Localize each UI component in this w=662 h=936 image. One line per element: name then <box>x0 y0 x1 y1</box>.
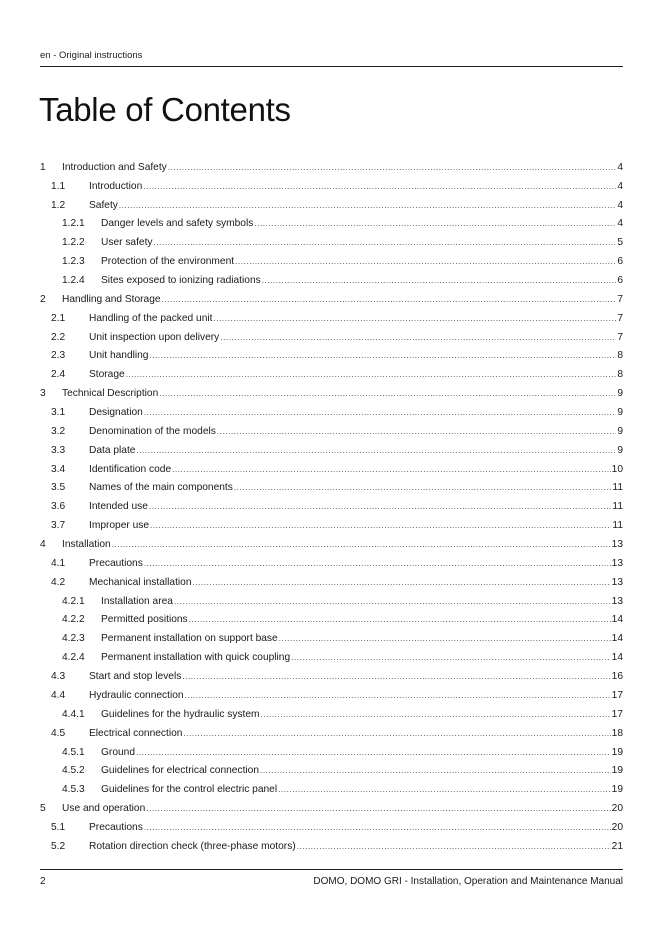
toc-entry-page: 7 <box>617 293 623 305</box>
toc-entry-number: 4.2.3 <box>62 633 85 645</box>
toc-entry-label: Denomination of the models <box>89 425 216 437</box>
toc-entry[interactable] <box>40 230 623 249</box>
toc-entry-number: 1.2.4 <box>62 275 85 287</box>
toc-entry-label: Start and stop levels <box>89 671 182 683</box>
toc-entry[interactable] <box>40 306 623 325</box>
toc-entry[interactable] <box>40 702 623 721</box>
toc-entry[interactable] <box>40 664 623 683</box>
toc-entry[interactable] <box>40 551 623 570</box>
toc-entry-label: Installation area <box>101 595 173 607</box>
toc-entry-number: 3 <box>40 388 46 400</box>
toc-entry-label: Installation <box>62 539 111 551</box>
toc-dot-leader <box>159 390 616 398</box>
toc-dot-leader <box>182 673 610 681</box>
toc-dot-leader <box>172 466 611 474</box>
toc-entry-label: Unit handling <box>89 350 149 362</box>
toc-entry-page: 7 <box>617 331 623 343</box>
toc-entry-page: 13 <box>611 539 623 551</box>
toc-entry-label: Rotation direction check (three-phase motors) <box>89 840 296 852</box>
toc-dot-leader <box>235 258 616 266</box>
toc-dot-leader <box>144 560 611 568</box>
toc-dot-leader <box>112 541 611 549</box>
toc-entry[interactable] <box>40 626 623 645</box>
toc-dot-leader <box>189 616 611 624</box>
toc-entry[interactable] <box>40 834 623 853</box>
toc-entry[interactable] <box>40 759 623 778</box>
footer-page-number: 2 <box>40 876 46 887</box>
toc-entry[interactable] <box>40 570 623 589</box>
toc-entry-page: 19 <box>611 765 623 777</box>
toc-entry-label: Handling of the packed unit <box>89 312 213 324</box>
toc-dot-leader <box>234 484 612 492</box>
toc-entry[interactable] <box>40 212 623 231</box>
table-of-contents <box>40 155 623 853</box>
toc-entry[interactable] <box>40 174 623 193</box>
toc-dot-leader <box>146 805 610 813</box>
toc-entry[interactable] <box>40 645 623 664</box>
toc-entry-number: 4.5.1 <box>62 746 85 758</box>
toc-entry[interactable] <box>40 513 623 532</box>
toc-entry-page: 19 <box>611 784 623 796</box>
toc-entry-label: Introduction and Safety <box>62 161 167 173</box>
toc-entry-number: 3.1 <box>51 407 66 419</box>
toc-entry-number: 2.3 <box>51 350 66 362</box>
toc-entry-label: Permitted positions <box>101 614 188 626</box>
toc-entry-number: 1.2.2 <box>62 237 85 249</box>
toc-entry[interactable] <box>40 419 623 438</box>
toc-entry-label: Protection of the environment <box>101 256 235 268</box>
toc-entry-label: Precautions <box>89 557 143 569</box>
toc-dot-leader <box>213 315 616 323</box>
toc-entry[interactable] <box>40 721 623 740</box>
toc-dot-leader <box>154 239 617 247</box>
toc-entry-label: Names of the main components <box>89 482 233 494</box>
running-header: en - Original instructions <box>40 50 143 61</box>
toc-entry[interactable] <box>40 815 623 834</box>
toc-entry-page: 19 <box>611 746 623 758</box>
toc-entry-page: 17 <box>611 708 623 720</box>
toc-entry[interactable] <box>40 268 623 287</box>
toc-entry-label: Guidelines for the control electric panel <box>101 784 278 796</box>
toc-entry-label: Danger levels and safety symbols <box>101 218 254 230</box>
toc-dot-leader <box>261 711 611 719</box>
toc-entry-label: Storage <box>89 369 125 381</box>
page-title: Table of Contents <box>39 91 291 128</box>
toc-dot-leader <box>144 409 617 417</box>
toc-entry-label: Precautions <box>89 821 143 833</box>
toc-entry[interactable] <box>40 249 623 268</box>
toc-entry-page: 6 <box>617 256 623 268</box>
toc-entry-page: 11 <box>612 482 623 494</box>
toc-entry-label: Electrical connection <box>89 727 183 739</box>
toc-entry-number: 1.1 <box>51 180 66 192</box>
toc-entry-number: 3.7 <box>51 520 66 532</box>
toc-dot-leader <box>262 277 617 285</box>
toc-entry-label: Permanent installation on support base <box>101 633 278 645</box>
footer-document-title: DOMO, DOMO GRI - Installation, Operation and Maintenance Manual <box>313 876 623 887</box>
toc-entry-page: 13 <box>611 576 623 588</box>
toc-entry-label: Improper use <box>89 520 150 532</box>
toc-entry-page: 7 <box>617 312 623 324</box>
toc-entry-number: 1.2.1 <box>62 218 85 230</box>
toc-entry-page: 11 <box>612 501 623 513</box>
toc-dot-leader <box>183 730 610 738</box>
toc-entry-label: Hydraulic connection <box>89 689 184 701</box>
toc-entry[interactable] <box>40 155 623 174</box>
toc-dot-leader <box>126 371 617 379</box>
toc-entry[interactable] <box>40 344 623 363</box>
toc-entry-page: 13 <box>611 557 623 569</box>
toc-dot-leader <box>150 522 611 530</box>
toc-entry-number: 4.1 <box>51 557 66 569</box>
toc-entry-label: Permanent installation with quick coupling <box>101 652 291 664</box>
toc-entry[interactable] <box>40 457 623 476</box>
toc-entry-number: 5.2 <box>51 840 66 852</box>
toc-entry-page: 13 <box>611 595 623 607</box>
toc-dot-leader <box>144 824 611 832</box>
toc-entry-label: User safety <box>101 237 153 249</box>
toc-entry[interactable] <box>40 796 623 815</box>
toc-entry-page: 4 <box>617 161 623 173</box>
toc-entry-label: Use and operation <box>62 803 146 815</box>
toc-entry-page: 10 <box>611 463 623 475</box>
toc-dot-leader <box>149 503 612 511</box>
toc-entry-page: 9 <box>617 388 623 400</box>
toc-entry-number: 5.1 <box>51 821 66 833</box>
toc-entry-number: 4.4 <box>51 689 66 701</box>
toc-entry-page: 11 <box>612 520 623 532</box>
toc-entry[interactable] <box>40 608 623 627</box>
toc-entry-label: Designation <box>89 407 143 419</box>
toc-entry-number: 4.5.3 <box>62 784 85 796</box>
toc-entry-number: 1 <box>40 161 46 173</box>
toc-entry[interactable] <box>40 494 623 513</box>
toc-entry-page: 4 <box>617 199 623 211</box>
toc-entry[interactable] <box>40 777 623 796</box>
toc-dot-leader <box>119 202 616 210</box>
toc-dot-leader <box>174 598 611 606</box>
toc-dot-leader <box>185 692 611 700</box>
toc-entry-number: 4.3 <box>51 671 66 683</box>
toc-entry-page: 9 <box>617 425 623 437</box>
toc-dot-leader <box>136 749 611 757</box>
toc-entry-page: 9 <box>617 444 623 456</box>
toc-entry[interactable] <box>40 683 623 702</box>
toc-entry[interactable] <box>40 287 623 306</box>
toc-entry-page: 8 <box>617 350 623 362</box>
toc-entry-page: 9 <box>617 407 623 419</box>
toc-entry-number: 4.2 <box>51 576 66 588</box>
toc-entry-page: 4 <box>617 180 623 192</box>
toc-entry-number: 2.1 <box>51 312 66 324</box>
toc-entry[interactable] <box>40 740 623 759</box>
toc-entry-page: 17 <box>611 689 623 701</box>
toc-entry-number: 4.5 <box>51 727 66 739</box>
toc-entry-number: 4.2.2 <box>62 614 85 626</box>
toc-entry-page: 14 <box>611 652 623 664</box>
toc-entry-number: 5 <box>40 803 46 815</box>
toc-entry-label: Safety <box>89 199 118 211</box>
toc-entry-number: 3.6 <box>51 501 66 513</box>
toc-entry-number: 4.2.4 <box>62 652 85 664</box>
toc-entry-number: 2.4 <box>51 369 66 381</box>
toc-entry-page: 5 <box>617 237 623 249</box>
toc-entry-label: Guidelines for electrical connection <box>101 765 259 777</box>
toc-entry-page: 8 <box>617 369 623 381</box>
toc-entry-number: 3.3 <box>51 444 66 456</box>
toc-entry-label: Ground <box>101 746 135 758</box>
toc-entry[interactable] <box>40 589 623 608</box>
toc-entry-label: Data plate <box>89 444 136 456</box>
toc-entry[interactable] <box>40 325 623 344</box>
toc-entry-label: Unit inspection upon delivery <box>89 331 220 343</box>
toc-dot-leader <box>143 183 616 191</box>
toc-dot-leader <box>278 786 611 794</box>
toc-entry-label: Technical Description <box>62 388 159 400</box>
toc-entry-number: 4.4.1 <box>62 708 85 720</box>
toc-dot-leader <box>291 654 611 662</box>
toc-entry-page: 14 <box>611 633 623 645</box>
toc-dot-leader <box>149 352 616 360</box>
toc-entry-number: 1.2 <box>51 199 66 211</box>
toc-entry-number: 2 <box>40 293 46 305</box>
toc-dot-leader <box>217 428 616 436</box>
toc-entry-page: 6 <box>617 275 623 287</box>
toc-entry[interactable] <box>40 193 623 212</box>
toc-entry-number: 3.5 <box>51 482 66 494</box>
toc-entry-label: Identification code <box>89 463 172 475</box>
toc-dot-leader <box>220 334 616 342</box>
toc-entry-label: Sites exposed to ionizing radiations <box>101 275 261 287</box>
toc-entry[interactable] <box>40 362 623 381</box>
toc-dot-leader <box>254 220 616 228</box>
toc-entry-page: 21 <box>611 840 623 852</box>
toc-entry-page: 4 <box>617 218 623 230</box>
toc-entry[interactable] <box>40 381 623 400</box>
toc-entry-number: 4.5.2 <box>62 765 85 777</box>
toc-entry-label: Guidelines for the hydraulic system <box>101 708 260 720</box>
toc-entry-page: 20 <box>611 803 623 815</box>
toc-entry[interactable] <box>40 438 623 457</box>
toc-entry-page: 20 <box>611 821 623 833</box>
toc-entry-number: 3.4 <box>51 463 66 475</box>
toc-dot-leader <box>297 843 611 851</box>
toc-entry-number: 1.2.3 <box>62 256 85 268</box>
toc-dot-leader <box>193 579 611 587</box>
toc-entry[interactable] <box>40 400 623 419</box>
toc-entry-number: 4 <box>40 539 46 551</box>
header-divider <box>40 66 623 67</box>
toc-entry-page: 14 <box>611 614 623 626</box>
toc-dot-leader <box>162 296 617 304</box>
toc-entry-page: 16 <box>611 671 623 683</box>
toc-entry-label: Mechanical installation <box>89 576 192 588</box>
toc-entry-label: Handling and Storage <box>62 293 161 305</box>
footer-divider <box>40 869 623 870</box>
toc-entry-label: Introduction <box>89 180 143 192</box>
toc-dot-leader <box>260 767 611 775</box>
toc-entry-number: 2.2 <box>51 331 66 343</box>
toc-entry[interactable] <box>40 532 623 551</box>
toc-dot-leader <box>136 447 616 455</box>
toc-entry-label: Intended use <box>89 501 148 513</box>
toc-entry-number: 4.2.1 <box>62 595 85 607</box>
toc-entry[interactable] <box>40 476 623 495</box>
toc-dot-leader <box>168 164 617 172</box>
toc-entry-number: 3.2 <box>51 425 66 437</box>
toc-entry-page: 18 <box>611 727 623 739</box>
toc-dot-leader <box>279 635 611 643</box>
